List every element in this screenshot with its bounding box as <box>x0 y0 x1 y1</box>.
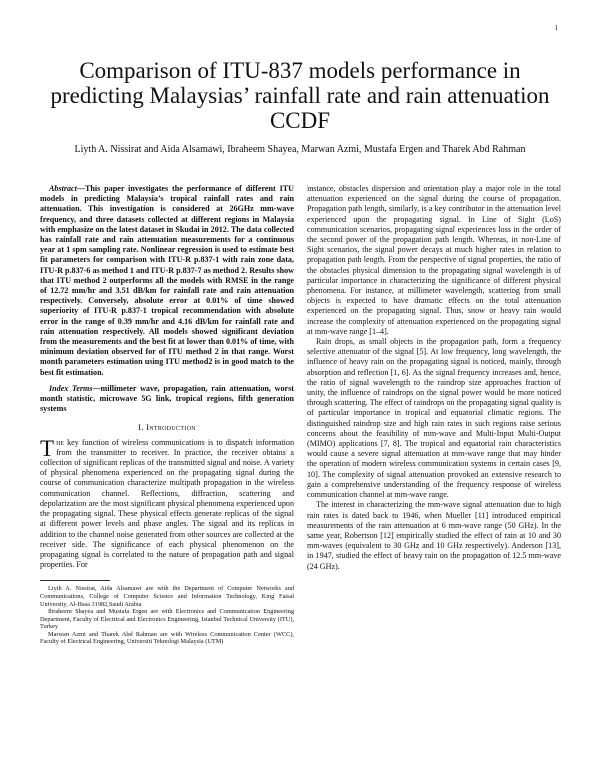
intro-paragraph-1 <box>40 435 294 571</box>
footnote-paragraph: Liyth A. Nissirat, Aida Alsamawi are with the Department of Computer Networks and Communications, College of Computer Science and Information Technology, King Faisal University, Al-Hasa 31982,Saudi Arabia <box>40 585 294 608</box>
intro-paragraph-3: The interest in characterizing the mm-wave signal attenuation due to high rain rates is dated back to 1946, when Mueller [11] introduced empirical measurements of the rain attenuation at 6 mm-wave range (50 GHz). In the same year, Robertson [12] empirically studied the effect of rain at 10 and 30 mm-waves (equivalent to 30 GHz and 10 GHz respectively). Anderson [13], in 1947, studied the effect of heavy rain on the propagation of 12.5 mm-wave (24 GHz). <box>307 500 561 571</box>
paper-title: Comparison of ITU-837 models performance in predicting Malaysias’ rainfall rate and rain attenuation CCDF <box>50 58 550 133</box>
index-terms-text: —millimeter wave, propagation, rain attenuation, worst month statistic, microwave 5G link, tropical regions, fifth generation systems <box>40 383 294 414</box>
page-number: 1 <box>554 24 558 32</box>
footnote-divider <box>40 580 110 581</box>
abstract-label: Abstract <box>49 184 77 193</box>
index-terms <box>40 384 294 415</box>
footnote-paragraph: Ibraheem Shayea and Mustafa Ergen are with Electronics and Communication Engineering Department, Faculty of Electrical and Electronics Engineering, Istanbul Technical University (ITU), Turkey <box>40 608 294 631</box>
drop-cap: T <box>40 435 55 461</box>
left-column <box>40 184 294 646</box>
author-list: Liyth A. Nissirat and Aida Alsamawi, Ibraheem Shayea, Marwan Azmi, Mustafa Ergen and Tharek Abd Rahman <box>74 144 526 155</box>
first-word: he <box>56 437 65 447</box>
index-terms-label: Index Terms <box>49 383 93 393</box>
abstract <box>40 184 294 378</box>
intro-paragraph-1-text: key function of wireless communications is to dispatch information from the transmitter to receiver. In practice, the receiver obtains a collection of significant replicas of the transmitted signal and noise. A variety of physical phenomena experienced on the propagating signal during the course of communication characterize multipath propagation in the wireless communication channel. Reflections, diffraction, scattering and depolarization are the most significant physical phenomena experienced upon the propagating signal. These physical effects generate replicas of the signal at different power levels and phase angles. The signal and its replicas in addition to the channel noise generated from other sources are collected at the receiver side. The significance of each physical phenomenon on the propagating signal is correlated to the nature of propagation path and signal properties. For <box>40 437 294 570</box>
section-heading-introduction: I. Introduction <box>138 422 196 433</box>
author-affiliations-footnote <box>40 585 294 646</box>
abstract-text: —This paper investigates the performance of different ITU models in predicting Malaysia’s tropical rainfall rates and rain attenuation. This investigation is considered at 26GHz mm-wave frequency, and three datasets collected at different regions in Malaysia with emphasize on the latest dataset in Skudai in 2012. The data collected has rainfall rate and rain attenuation measurements for a continuous year at 1 spm sampling rate. Nonlinear regression is used to estimate best fit parameters for comparison with ITU-R p.837-1 with rain zone data, ITU-R p.837-6 as method 1 and ITU-R p.837-7 as method 2. Results show that ITU method 2 outperforms all the models with RMSE in the range of 12.72 mm/hr and 3.51 dB/km for rainfall rate and rain attenuation respectively. Conversely, absolute error at 0.01% of time showed superiority of ITU-R p.837-1 tropical recommendation with absolute error in the range of 0.39 mm/hr and 4.16 dB/km for rainfall rate and rain attenuation respectively. All models showed significant deviation from the measurements and the best fit at lower than 0.01% of time, with minimum deviation observed for of ITU method 2 in that range. Worst month parameters estimation using ITU method2 is in good match to the best fit estimation. <box>40 184 294 377</box>
intro-paragraph-1-continued: instance, obstacles dispersion and orientation play a major role in the total attenuation experienced on the signal during the course of propagation. Propagation path length, similarly, is a key contributor in the attenuation level experienced upon the propagating signal. In Line of Sight (LoS) communication scenarios, propagating signal experiences loss in the order of the second power of the propagation path length. Whereas, in non-Line of Sight scenarios, the signal power decays at much higher rates in relation to propagation path length. From the perspective of signal properties, the ratio of the obstacles physical dimension to the propagating signal wavelength is of particular importance in characterizing the significance of different physical phenomena. For instance, at millimeter wavelength, scattering from small objects is expected to have dramatic effects on the total attenuation experienced on the propagating signal. Thus, snow or heavy rain would increase the complexity of attenuation experienced on the propagating signal at mm-wave range [1–4]. <box>307 184 561 336</box>
right-column <box>307 184 561 572</box>
intro-paragraph-2: Rain drops, as small objects in the propagation path, form a frequency selective attenuator of the signal [5]. At low frequency, long wavelength, the influence of heavy rain on the propagating signal is noticed, mainly, through absorption and reflection [1, 6]. As the signal frequency increases and, hence, the ratio of signal wavelength to the raindrop size approaches fraction of unity, the influence of raindrops on the signal power would be more noticed through scattering. The effect of raindrops on the propagating signal quality is of particular importance in tropical and equatorial climatic regions. The distinguished raindrop size and high rain rates in such regions raise serious concerns about the feasibility of mm-wave and Multi-Input Multi-Output (MIMO) applications [7, 8]. The tropical and equatorial rain characteristics would cause a severe signal attenuation at mm-wave range that may hinder the operation of modern wireless communication systems in certain cases [9, 10]. The complexity of signal attenuation provoked an extensive research to gain a comprehensive understanding of the frequency response of wireless communication channel at mm-wave range. <box>307 337 561 500</box>
footnote-paragraph: Marwan Azmi and Tharek Abd Rahman are with Wireless Communication Center (WCC), Faculty of Electrical Engineering, Universiti Teknologi Malaysia (UTM) <box>40 630 294 646</box>
